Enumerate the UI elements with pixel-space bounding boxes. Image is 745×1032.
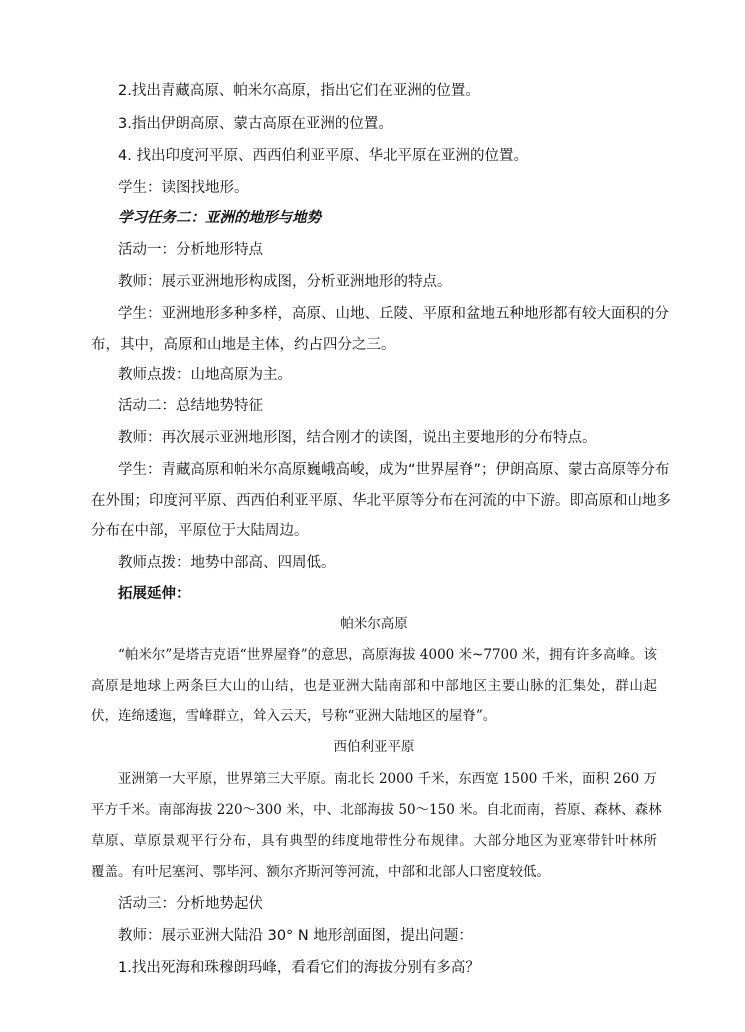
teacher-line: 教师：再次展示亚洲地形图，结合刚才的读图，说出主要地形的分布特点。 — [118, 430, 597, 446]
student-paragraph-line: 布，其中，高原和山地是主体，约占四分之三。 — [91, 337, 396, 353]
reading-paragraph-line: 亚洲第一大平原，世界第三大平原。南北长 2000 千米，东西宽 1500 千米，面积 260 万 — [118, 771, 657, 787]
question-item-4: 4. 找出印度河平原、西西伯利亚平原、华北平原在亚洲的位置。 — [118, 148, 528, 164]
student-paragraph-line: 学生：亚洲地形多种多样，高原、山地、丘陵、平原和盆地五种地形都有较大面积的分 — [118, 306, 669, 322]
teacher-line: 教师：展示亚洲地形构成图，分析亚洲地形的特点。 — [118, 274, 452, 290]
reading-title: 西伯利亚平原 — [333, 739, 415, 755]
teacher-line: 教师：展示亚洲大陆沿 30° N 地形剖面图，提出问题： — [118, 928, 473, 944]
teacher-tip-line: 教师点拨：山地高原为主。 — [118, 367, 292, 383]
reading-title: 帕米尔高原 — [340, 616, 408, 632]
section-title: 学习任务二：亚洲的地形与地势 — [118, 210, 321, 226]
student-paragraph-line: 在外围；印度河平原、西西伯利亚平原、华北平原等分布在河流的中下游。即高原和山地多 — [91, 493, 671, 509]
teacher-tip-line: 教师点拨：地势中部高、四周低。 — [118, 555, 336, 571]
extension-title: 拓展延伸： — [118, 586, 191, 602]
student-paragraph-line: 分布在中部，平原位于大陆周边。 — [91, 523, 309, 539]
reading-paragraph-line: 高原是地球上两条巨大山的山结，也是亚洲大陆南部和中部地区主要山脉的汇集处，群山起 — [91, 678, 657, 694]
activity-title: 活动二：总结地势特征 — [118, 398, 263, 414]
student-response-line: 学生：读图找地形。 — [118, 180, 249, 196]
activity-title: 活动一：分析地形特点 — [118, 242, 263, 258]
question-item-3: 3.指出伊朗高原、蒙古高原在亚洲的位置。 — [118, 116, 393, 132]
reading-paragraph-line: “帕米尔”是塔吉克语“世界屋脊”的意思，高原海拔 4000 米~7700 米，拥有许多高峰。该 — [118, 647, 658, 663]
reading-paragraph-line: 平方千米。南部海拔 220～300 米，中、北部海拔 50～150 米。自北而南，苔原、森林、森林 — [91, 802, 662, 818]
reading-paragraph-line: 伏，连绵逶迤，雪峰群立，耸入云天，号称“亚洲大陆地区的屋脊”。 — [91, 708, 497, 724]
reading-paragraph-line: 覆盖。有叶尼塞河、鄂毕河、额尔齐斯河等河流，中部和北部人口密度较低。 — [91, 864, 550, 880]
reading-paragraph-line: 草原、草原景观平行分布，具有典型的纬度地带性分布规律。大部分地区为亚寒带针叶林所 — [91, 833, 657, 849]
question-item-2: 2.找出青藏高原、帕米尔高原，指出它们在亚洲的位置。 — [118, 83, 480, 99]
activity-title: 活动三：分析地势起伏 — [118, 896, 263, 912]
student-paragraph-line: 学生：青藏高原和帕米尔高原巍峨高峻，成为“世界屋脊”；伊朗高原、蒙古高原等分布 — [118, 462, 670, 478]
question-item-1: 1.找出死海和珠穆朗玛峰，看看它们的海拔分别有多高？ — [118, 960, 480, 976]
